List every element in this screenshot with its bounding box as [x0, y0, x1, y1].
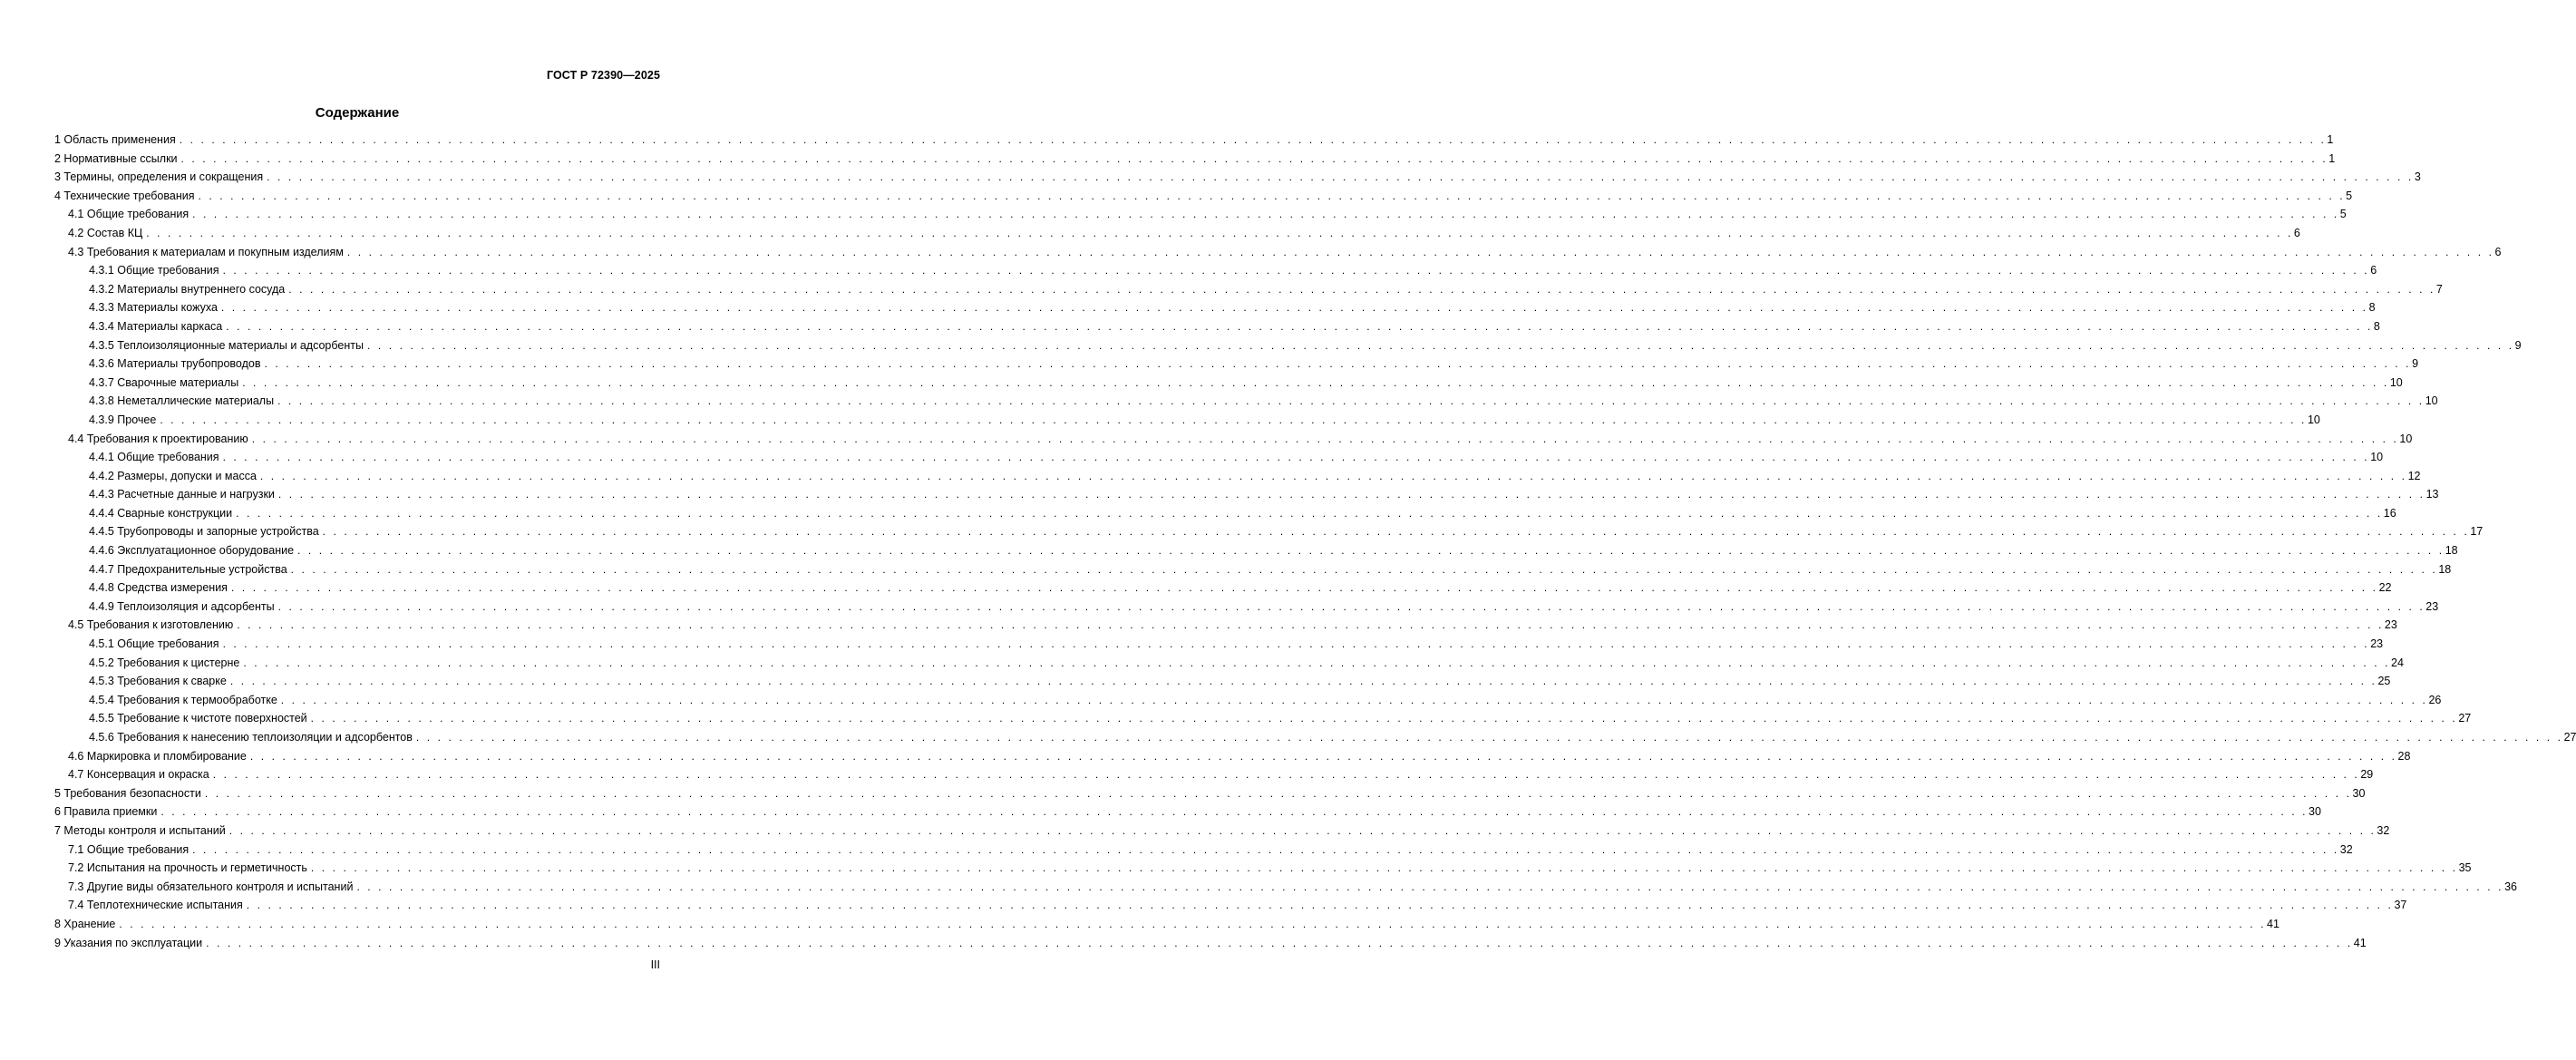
toc-entry[interactable]	[54, 691, 2442, 710]
toc-dot-leader: . . . . . . . . . . . . . . . . . . . . . . . . . . . . . . . . . . . . . . . . . . . . . . . . . . . . . . . . . . . . . . . . . . . . . . . . . . . . . . . . . . . . . . . . . . . . . . . . . . . . . . . . . . . . . . . . . . . . . . . . . . . . . . . . . . . . . . . . . . . . . . . . . . . . . . . . . . . . . . . . . . . . . . . . . . . . . . . . . . . . . . . . . . . . . . . . . . . . . . . .	[226, 319, 2373, 333]
toc-entry-label: 4.3.6 Материалы трубопроводов	[89, 357, 261, 371]
toc-entry-page: 41	[2267, 917, 2280, 930]
toc-entry-page: 12	[2407, 469, 2421, 482]
toc-dot-leader: . . . . . . . . . . . . . . . . . . . . . . . . . . . . . . . . . . . . . . . . . . . . . . . . . . . . . . . . . . . . . . . . . . . . . . . . . . . . . . . . . . . . . . . . . . . . . . . . . . . . . . . . . . . . . . . . . . . . . . . . . . . . . . . . . . . . . . . . . . . . . . . . . . . . . . . . . . . . . . . . . . . . . . . . . . . . . . . . . . . . . . . . . . . . . . . . . . . . . . . .	[220, 301, 2368, 315]
toc-entry[interactable]	[54, 243, 2502, 262]
toc-dot-leader: . . . . . . . . . . . . . . . . . . . . . . . . . . . . . . . . . . . . . . . . . . . . . . . . . . . . . . . . . . . . . . . . . . . . . . . . . . . . . . . . . . . . . . . . . . . . . . . . . . . . . . . . . . . . . . . . . . . . . . . . . . . . . . . . . . . . . . . . . . . . . . . . . . . . . . . . . . . . . . . . . . . . . . . . . . . . . . . . . . . . . . . . . . . . . . . . . . . . . . . .	[277, 394, 2425, 408]
toc-dot-leader: . . . . . . . . . . . . . . . . . . . . . . . . . . . . . . . . . . . . . . . . . . . . . . . . . . . . . . . . . . . . . . . . . . . . . . . . . . . . . . . . . . . . . . . . . . . . . . . . . . . . . . . . . . . . . . . . . . . . . . . . . . . . . . . . . . . . . . . . . . . . . . . . . . . . . . . . . . . . . . . . . . . . . . . . . . . . . . . . . . . . . . . . . . . . . . . . . . . . . . . .	[243, 656, 2390, 669]
toc-dot-leader: . . . . . . . . . . . . . . . . . . . . . . . . . . . . . . . . . . . . . . . . . . . . . . . . . . . . . . . . . . . . . . . . . . . . . . . . . . . . . . . . . . . . . . . . . . . . . . . . . . . . . . . . . . . . . . . . . . . . . . . . . . . . . . . . . . . . . . . . . . . . . . . . . . . . . . . . . . . . . . . . . . . . . . . . . . . . . . . . . . . . . . . . . . . . . . . . . . . . . . . .	[198, 189, 2346, 202]
toc-entry-page: 36	[2504, 880, 2517, 893]
toc-entry-page: 25	[2377, 675, 2391, 688]
toc-entry[interactable]	[54, 747, 2411, 766]
toc-entry-page: 23	[2370, 637, 2384, 651]
toc-entry-label: 4.7 Консервация и окраска	[68, 768, 209, 782]
toc-dot-leader: . . . . . . . . . . . . . . . . . . . . . . . . . . . . . . . . . . . . . . . . . . . . . . . . . . . . . . . . . . . . . . . . . . . . . . . . . . . . . . . . . . . . . . . . . . . . . . . . . . . . . . . . . . . . . . . . . . . . . . . . . . . . . . . . . . . . . . . . . . . . . . . . . . . . . . . . . . . . . . . . . . . . . . . . . . . . . . . . . . . . . . . . . . . . . . . . . . . . . . . .	[259, 469, 2407, 482]
toc-entry[interactable]	[54, 841, 2353, 860]
toc-entry[interactable]	[54, 579, 2392, 598]
toc-dot-leader: . . . . . . . . . . . . . . . . . . . . . . . . . . . . . . . . . . . . . . . . . . . . . . . . . . . . . . . . . . . . . . . . . . . . . . . . . . . . . . . . . . . . . . . . . . . . . . . . . . . . . . . . . . . . . . . . . . . . . . . . . . . . . . . . . . . . . . . . . . . . . . . . . . . . . . . . . . . . . . . . . . . . . . . . . . . . . . . . . . . . . . . . . . . . . . . . . . . . . . . .	[204, 786, 2352, 800]
toc-entry-page: 17	[2470, 525, 2484, 539]
toc-entry-label: 4.4.7 Предохранительные устройства	[89, 562, 287, 576]
toc-entry-page: 22	[2378, 581, 2392, 595]
toc-dot-leader: . . . . . . . . . . . . . . . . . . . . . . . . . . . . . . . . . . . . . . . . . . . . . . . . . . . . . . . . . . . . . . . . . . . . . . . . . . . . . . . . . . . . . . . . . . . . . . . . . . . . . . . . . . . . . . . . . . . . . . . . . . . . . . . . . . . . . . . . . . . . . . . . . . . . . . . . . . . . . . . . . . . . . . . . . . . . . . . . . . . . . . . . . . . . . . . . . . . . . . . .	[222, 637, 2370, 651]
toc-entry-page: 13	[2425, 488, 2439, 501]
toc-entry[interactable]	[54, 411, 2320, 430]
toc-entry[interactable]	[54, 467, 2421, 486]
toc-dot-leader: . . . . . . . . . . . . . . . . . . . . . . . . . . . . . . . . . . . . . . . . . . . . . . . . . . . . . . . . . . . . . . . . . . . . . . . . . . . . . . . . . . . . . . . . . . . . . . . . . . . . . . . . . . . . . . . . . . . . . . . . . . . . . . . . . . . . . . . . . . . . . . . . . . . . . . . . . . . . . . . . . . . . . . . . . . . . . . . . . . . . . . . . . . . . . . . . . . . . . . . .	[192, 208, 2339, 221]
toc-entry-label: 4.5.3 Требования к сварке	[89, 675, 227, 688]
toc-dot-leader: . . . . . . . . . . . . . . . . . . . . . . . . . . . . . . . . . . . . . . . . . . . . . . . . . . . . . . . . . . . . . . . . . . . . . . . . . . . . . . . . . . . . . . . . . . . . . . . . . . . . . . . . . . . . . . . . . . . . . . . . . . . . . . . . . . . . . . . . . . . . . . . . . . . . . . . . . . . . . . . . . . . . . . . . . . . . . . . . . . . . . . . . . . . . . . . . . . . . . . . .	[290, 562, 2438, 576]
toc-entry-label: 4.4 Требования к проектированию	[68, 432, 248, 445]
toc-dot-leader: . . . . . . . . . . . . . . . . . . . . . . . . . . . . . . . . . . . . . . . . . . . . . . . . . . . . . . . . . . . . . . . . . . . . . . . . . . . . . . . . . . . . . . . . . . . . . . . . . . . . . . . . . . . . . . . . . . . . . . . . . . . . . . . . . . . . . . . . . . . . . . . . . . . . . . . . . . . . . . . . . . . . . . . . . . . . . . . . . . . . . . . . . . . . . . . . . . . . . . . .	[192, 842, 2339, 856]
toc-entry-page: 10	[2389, 375, 2403, 389]
toc-entry-page: 23	[2384, 618, 2397, 632]
toc-dot-leader: . . . . . . . . . . . . . . . . . . . . . . . . . . . . . . . . . . . . . . . . . . . . . . . . . . . . . . . . . . . . . . . . . . . . . . . . . . . . . . . . . . . . . . . . . . . . . . . . . . . . . . . . . . . . . . . . . . . . . . . . . . . . . . . . . . . . . . . . . . . . . . . . . . . . . . . . . . . . . . . . . . . . . . . . . . . . . . . . . . . . . . . . . . . . . . . . . . . . . . . .	[415, 731, 2563, 744]
toc-entry[interactable]	[54, 168, 2421, 187]
toc-entry-page: 7	[2435, 282, 2443, 296]
toc-entry-label: 5 Требования безопасности	[54, 786, 201, 800]
toc-dot-leader: . . . . . . . . . . . . . . . . . . . . . . . . . . . . . . . . . . . . . . . . . . . . . . . . . . . . . . . . . . . . . . . . . . . . . . . . . . . . . . . . . . . . . . . . . . . . . . . . . . . . . . . . . . . . . . . . . . . . . . . . . . . . . . . . . . . . . . . . . . . . . . . . . . . . . . . . . . . . . . . . . . . . . . . . . . . . . . . . . . . . . . . . . . . . . . . . . . . . . . . .	[222, 451, 2370, 464]
toc-entry[interactable]	[54, 635, 2384, 654]
toc-entry-page: 24	[2391, 656, 2404, 669]
toc-entry-page: 10	[2307, 413, 2320, 426]
toc-dot-leader: . . . . . . . . . . . . . . . . . . . . . . . . . . . . . . . . . . . . . . . . . . . . . . . . . . . . . . . . . . . . . . . . . . . . . . . . . . . . . . . . . . . . . . . . . . . . . . . . . . . . . . . . . . . . . . . . . . . . . . . . . . . . . . . . . . . . . . . . . . . . . . . . . . . . . . . . . . . . . . . . . . . . . . . . . . . . . . . . . . . . . . . . . . . . . . . . . . . . . . . .	[229, 675, 2377, 688]
toc-entry-label: 7.4 Теплотехнические испытания	[68, 899, 243, 912]
toc-entry-label: 8 Хранение	[54, 917, 116, 930]
toc-entry-label: 4.5.4 Требования к термообработке	[89, 693, 277, 706]
toc-entry[interactable]	[54, 784, 2366, 803]
toc-entry-label: 4.5.5 Требование к чистоте поверхностей	[89, 712, 307, 725]
toc-entry-page: 9	[2514, 338, 2522, 352]
toc-entry[interactable]	[54, 504, 2396, 523]
toc-entry-label: 4.5.6 Требования к нанесению теплоизоляции и адсорбентов	[89, 731, 413, 744]
toc-entry-label: 4.4.8 Средства измерения	[89, 581, 228, 595]
toc-entry[interactable]	[54, 802, 2321, 822]
toc-dot-leader: . . . . . . . . . . . . . . . . . . . . . . . . . . . . . . . . . . . . . . . . . . . . . . . . . . . . . . . . . . . . . . . . . . . . . . . . . . . . . . . . . . . . . . . . . . . . . . . . . . . . . . . . . . . . . . . . . . . . . . . . . . . . . . . . . . . . . . . . . . . . . . . . . . . . . . . . . . . . . . . . . . . . . . . . . . . . . . . . . . . . . . . . . . . . . . . . . . . . . . . .	[267, 170, 2414, 184]
page-number: III	[650, 958, 660, 971]
toc-entry-page: 35	[2458, 861, 2472, 875]
toc-entry-page: 10	[2425, 394, 2438, 408]
toc-dot-leader: . . . . . . . . . . . . . . . . . . . . . . . . . . . . . . . . . . . . . . . . . . . . . . . . . . . . . . . . . . . . . . . . . . . . . . . . . . . . . . . . . . . . . . . . . . . . . . . . . . . . . . . . . . . . . . . . . . . . . . . . . . . . . . . . . . . . . . . . . . . . . . . . . . . . . . . . . . . . . . . . . . . . . . . . . . . . . . . . . . . . . . . . . . . . . . . . . . . . . . . .	[237, 618, 2384, 632]
toc-entry[interactable]	[54, 934, 2367, 953]
toc-entry-page: 30	[2309, 805, 2321, 819]
toc-title: Содержание	[315, 105, 400, 121]
toc-dot-leader: . . . . . . . . . . . . . . . . . . . . . . . . . . . . . . . . . . . . . . . . . . . . . . . . . . . . . . . . . . . . . . . . . . . . . . . . . . . . . . . . . . . . . . . . . . . . . . . . . . . . . . . . . . . . . . . . . . . . . . . . . . . . . . . . . . . . . . . . . . . . . . . . . . . . . . . . . . . . . . . . . . . . . . . . . . . . . . . . . . . . . . . . . . . . . . . . . . . . . . . .	[206, 936, 2353, 949]
toc-entry[interactable]	[54, 336, 2522, 355]
toc-entry[interactable]	[54, 859, 2472, 878]
toc-entry-page: 9	[2412, 357, 2419, 371]
toc-entry[interactable]	[54, 541, 2458, 560]
toc-entry-page: 5	[2346, 189, 2353, 202]
toc-entry[interactable]	[54, 392, 2438, 411]
toc-entry-label: 4.3.8 Неметаллические материалы	[89, 394, 275, 408]
toc-entry-label: 7.2 Испытания на прочность и герметичность	[68, 861, 307, 875]
toc-entry-page: 41	[2353, 936, 2367, 949]
toc-dot-leader: . . . . . . . . . . . . . . . . . . . . . . . . . . . . . . . . . . . . . . . . . . . . . . . . . . . . . . . . . . . . . . . . . . . . . . . . . . . . . . . . . . . . . . . . . . . . . . . . . . . . . . . . . . . . . . . . . . . . . . . . . . . . . . . . . . . . . . . . . . . . . . . . . . . . . . . . . . . . . . . . . . . . . . . . . . . . . . . . . . . . . . . . . . . . . . . . . . . . . . . .	[242, 375, 2389, 389]
toc-entry[interactable]	[54, 224, 2300, 243]
toc-dot-leader: . . . . . . . . . . . . . . . . . . . . . . . . . . . . . . . . . . . . . . . . . . . . . . . . . . . . . . . . . . . . . . . . . . . . . . . . . . . . . . . . . . . . . . . . . . . . . . . . . . . . . . . . . . . . . . . . . . . . . . . . . . . . . . . . . . . . . . . . . . . . . . . . . . . . . . . . . . . . . . . . . . . . . . . . . . . . . . . . . . . . . . . . . . . . . . . . . . . . . . . .	[222, 264, 2370, 277]
toc-entry[interactable]	[54, 728, 2576, 747]
toc-entry[interactable]	[54, 896, 2407, 915]
toc-entry-page: 6	[2293, 226, 2300, 239]
toc-entry-label: 4.2 Состав КЦ	[68, 226, 143, 239]
toc-entry-label: 7.3 Другие виды обязательного контроля и испытаний	[68, 880, 354, 893]
table-of-contents	[54, 131, 2576, 952]
toc-entry-label: 4.4.1 Общие требования	[89, 451, 219, 464]
toc-entry-label: 4.3.7 Сварочные материалы	[89, 375, 239, 389]
toc-dot-leader: . . . . . . . . . . . . . . . . . . . . . . . . . . . . . . . . . . . . . . . . . . . . . . . . . . . . . . . . . . . . . . . . . . . . . . . . . . . . . . . . . . . . . . . . . . . . . . . . . . . . . . . . . . . . . . . . . . . . . . . . . . . . . . . . . . . . . . . . . . . . . . . . . . . . . . . . . . . . . . . . . . . . . . . . . . . . . . . . . . . . . . . . . . . . . . . . . . . . . . . .	[322, 525, 2470, 539]
toc-dot-leader: . . . . . . . . . . . . . . . . . . . . . . . . . . . . . . . . . . . . . . . . . . . . . . . . . . . . . . . . . . . . . . . . . . . . . . . . . . . . . . . . . . . . . . . . . . . . . . . . . . . . . . . . . . . . . . . . . . . . . . . . . . . . . . . . . . . . . . . . . . . . . . . . . . . . . . . . . . . . . . . . . . . . . . . . . . . . . . . . . . . . . . . . . . . . . . . . . . . . . . . .	[236, 506, 2383, 520]
toc-entry-page: 18	[2445, 544, 2458, 558]
toc-entry[interactable]	[54, 709, 2472, 728]
toc-entry-page: 28	[2397, 749, 2411, 763]
toc-entry[interactable]	[54, 280, 2443, 299]
toc-entry-page: 30	[2352, 786, 2366, 800]
toc-entry[interactable]	[54, 915, 2280, 934]
toc-entry-label: 7 Методы контроля и испытаний	[54, 823, 226, 837]
toc-dot-leader: . . . . . . . . . . . . . . . . . . . . . . . . . . . . . . . . . . . . . . . . . . . . . . . . . . . . . . . . . . . . . . . . . . . . . . . . . . . . . . . . . . . . . . . . . . . . . . . . . . . . . . . . . . . . . . . . . . . . . . . . . . . . . . . . . . . . . . . . . . . . . . . . . . . . . . . . . . . . . . . . . . . . . . . . . . . . . . . . . . . . . . . . . . . . . . . . . . . . . . . .	[310, 861, 2458, 875]
toc-dot-leader: . . . . . . . . . . . . . . . . . . . . . . . . . . . . . . . . . . . . . . . . . . . . . . . . . . . . . . . . . . . . . . . . . . . . . . . . . . . . . . . . . . . . . . . . . . . . . . . . . . . . . . . . . . . . . . . . . . . . . . . . . . . . . . . . . . . . . . . . . . . . . . . . . . . . . . . . . . . . . . . . . . . . . . . . . . . . . . . . . . . . . . . . . . . . . . . . . . . . . . . .	[212, 768, 2360, 782]
toc-dot-leader: . . . . . . . . . . . . . . . . . . . . . . . . . . . . . . . . . . . . . . . . . . . . . . . . . . . . . . . . . . . . . . . . . . . . . . . . . . . . . . . . . . . . . . . . . . . . . . . . . . . . . . . . . . . . . . . . . . . . . . . . . . . . . . . . . . . . . . . . . . . . . . . . . . . . . . . . . . . . . . . . . . . . . . . . . . . . . . . . . . . . . . . . . . . . . . . . . . . . . . . .	[346, 245, 2494, 258]
toc-entry[interactable]	[54, 560, 2452, 579]
toc-entry-label: 4.3.9 Прочее	[89, 413, 157, 426]
toc-entry[interactable]	[54, 485, 2439, 504]
toc-entry-label: 4.3.4 Материалы каркаса	[89, 319, 223, 333]
toc-entry-label: 4.5 Требования к изготовлению	[68, 618, 234, 632]
toc-entry-label: 4.3.1 Общие требования	[89, 264, 219, 277]
toc-entry[interactable]	[54, 150, 2336, 169]
toc-entry-page: 37	[2394, 899, 2407, 912]
toc-entry[interactable]	[54, 598, 2439, 617]
toc-entry[interactable]	[54, 616, 2397, 635]
toc-entry-label: 4.4.2 Размеры, допуски и масса	[89, 469, 257, 482]
toc-entry-label: 9 Указания по эксплуатации	[54, 936, 203, 949]
toc-entry-label: 4.3.5 Теплоизоляционные материалы и адсорбенты	[89, 338, 364, 352]
toc-entry[interactable]	[54, 765, 2374, 784]
toc-entry-label: 4.5.1 Общие требования	[89, 637, 219, 651]
toc-entry[interactable]	[54, 878, 2517, 897]
toc-entry-label: 4.6 Маркировка и пломбирование	[68, 749, 247, 763]
toc-entry[interactable]	[54, 317, 2380, 336]
toc-dot-leader: . . . . . . . . . . . . . . . . . . . . . . . . . . . . . . . . . . . . . . . . . . . . . . . . . . . . . . . . . . . . . . . . . . . . . . . . . . . . . . . . . . . . . . . . . . . . . . . . . . . . . . . . . . . . . . . . . . . . . . . . . . . . . . . . . . . . . . . . . . . . . . . . . . . . . . . . . . . . . . . . . . . . . . . . . . . . . . . . . . . . . . . . . . . . . . . . . . . . . . . .	[179, 133, 2327, 146]
toc-dot-leader: . . . . . . . . . . . . . . . . . . . . . . . . . . . . . . . . . . . . . . . . . . . . . . . . . . . . . . . . . . . . . . . . . . . . . . . . . . . . . . . . . . . . . . . . . . . . . . . . . . . . . . . . . . . . . . . . . . . . . . . . . . . . . . . . . . . . . . . . . . . . . . . . . . . . . . . . . . . . . . . . . . . . . . . . . . . . . . . . . . . . . . . . . . . . . . . . . . . . . . . .	[251, 432, 2399, 445]
toc-entry-page: 10	[2370, 451, 2384, 464]
toc-entry-page: 1	[2328, 151, 2336, 165]
standard-code: ГОСТ Р 72390—2025	[546, 69, 660, 82]
toc-entry-label: 4.4.5 Трубопроводы и запорные устройства	[89, 525, 319, 539]
toc-entry-page: 32	[2339, 842, 2353, 856]
toc-dot-leader: . . . . . . . . . . . . . . . . . . . . . . . . . . . . . . . . . . . . . . . . . . . . . . . . . . . . . . . . . . . . . . . . . . . . . . . . . . . . . . . . . . . . . . . . . . . . . . . . . . . . . . . . . . . . . . . . . . . . . . . . . . . . . . . . . . . . . . . . . . . . . . . . . . . . . . . . . . . . . . . . . . . . . . . . . . . . . . . . . . . . . . . . . . . . . . . . . . . . . . . .	[160, 805, 2309, 819]
toc-entry-label: 4.5.2 Требования к цистерне	[89, 656, 240, 669]
toc-dot-leader: . . . . . . . . . . . . . . . . . . . . . . . . . . . . . . . . . . . . . . . . . . . . . . . . . . . . . . . . . . . . . . . . . . . . . . . . . . . . . . . . . . . . . . . . . . . . . . . . . . . . . . . . . . . . . . . . . . . . . . . . . . . . . . . . . . . . . . . . . . . . . . . . . . . . . . . . . . . . . . . . . . . . . . . . . . . . . . . . . . . . . . . . . . . . . . . . . . . . . . . .	[288, 282, 2435, 296]
toc-entry-page: 8	[2368, 301, 2376, 315]
toc-entry-label: 7.1 Общие требования	[68, 842, 190, 856]
toc-entry-page: 6	[2370, 264, 2377, 277]
toc-entry-label: 4 Технические требования	[54, 189, 195, 202]
toc-dot-leader: . . . . . . . . . . . . . . . . . . . . . . . . . . . . . . . . . . . . . . . . . . . . . . . . . . . . . . . . . . . . . . . . . . . . . . . . . . . . . . . . . . . . . . . . . . . . . . . . . . . . . . . . . . . . . . . . . . . . . . . . . . . . . . . . . . . . . . . . . . . . . . . . . . . . . . . . . . . . . . . . . . . . . . . . . . . . . . . . . . . . . . . . . . . . . . . . . . . . . . . .	[356, 880, 2504, 893]
toc-entry[interactable]	[54, 355, 2419, 374]
toc-dot-leader: . . . . . . . . . . . . . . . . . . . . . . . . . . . . . . . . . . . . . . . . . . . . . . . . . . . . . . . . . . . . . . . . . . . . . . . . . . . . . . . . . . . . . . . . . . . . . . . . . . . . . . . . . . . . . . . . . . . . . . . . . . . . . . . . . . . . . . . . . . . . . . . . . . . . . . . . . . . . . . . . . . . . . . . . . . . . . . . . . . . . . . . . . . . . . . . . . . . . . . . .	[310, 712, 2458, 725]
toc-entry-page: 5	[2339, 208, 2347, 221]
toc-dot-leader: . . . . . . . . . . . . . . . . . . . . . . . . . . . . . . . . . . . . . . . . . . . . . . . . . . . . . . . . . . . . . . . . . . . . . . . . . . . . . . . . . . . . . . . . . . . . . . . . . . . . . . . . . . . . . . . . . . . . . . . . . . . . . . . . . . . . . . . . . . . . . . . . . . . . . . . . . . . . . . . . . . . . . . . . . . . . . . . . . . . . . . . . . . . . . . . . . . . . . . . .	[277, 488, 2425, 501]
toc-entry-label: 4.3.2 Материалы внутреннего сосуда	[89, 282, 286, 296]
toc-entry-page: 29	[2360, 768, 2374, 782]
toc-entry-label: 1 Область применения	[54, 133, 176, 146]
toc-entry-page: 27	[2458, 712, 2472, 725]
toc-entry[interactable]	[54, 430, 2413, 449]
toc-entry-label: 4.3 Требования к материалам и покупным изделиям	[68, 245, 344, 258]
toc-entry[interactable]	[54, 187, 2353, 206]
toc-entry-label: 4.4.4 Сварные конструкции	[89, 506, 233, 520]
toc-dot-leader: . . . . . . . . . . . . . . . . . . . . . . . . . . . . . . . . . . . . . . . . . . . . . . . . . . . . . . . . . . . . . . . . . . . . . . . . . . . . . . . . . . . . . . . . . . . . . . . . . . . . . . . . . . . . . . . . . . . . . . . . . . . . . . . . . . . . . . . . . . . . . . . . . . . . . . . . . . . . . . . . . . . . . . . . . . . . . . . . . . . . . . . . . . . . . . . . . . . . . . . .	[264, 357, 2412, 371]
toc-entry-page: 32	[2377, 823, 2390, 837]
toc-dot-leader: . . . . . . . . . . . . . . . . . . . . . . . . . . . . . . . . . . . . . . . . . . . . . . . . . . . . . . . . . . . . . . . . . . . . . . . . . . . . . . . . . . . . . . . . . . . . . . . . . . . . . . . . . . . . . . . . . . . . . . . . . . . . . . . . . . . . . . . . . . . . . . . . . . . . . . . . . . . . . . . . . . . . . . . . . . . . . . . . . . . . . . . . . . . . . . . . . . . . . . . .	[280, 693, 2428, 706]
toc-entry-label: 4.1 Общие требования	[68, 208, 190, 221]
toc-dot-leader: . . . . . . . . . . . . . . . . . . . . . . . . . . . . . . . . . . . . . . . . . . . . . . . . . . . . . . . . . . . . . . . . . . . . . . . . . . . . . . . . . . . . . . . . . . . . . . . . . . . . . . . . . . . . . . . . . . . . . . . . . . . . . . . . . . . . . . . . . . . . . . . . . . . . . . . . . . . . . . . . . . . . . . . . . . . . . . . . . . . . . . . . . . . . . . . . . . . . . . . .	[366, 338, 2514, 352]
toc-entry-page: 23	[2425, 599, 2439, 613]
toc-dot-leader: . . . . . . . . . . . . . . . . . . . . . . . . . . . . . . . . . . . . . . . . . . . . . . . . . . . . . . . . . . . . . . . . . . . . . . . . . . . . . . . . . . . . . . . . . . . . . . . . . . . . . . . . . . . . . . . . . . . . . . . . . . . . . . . . . . . . . . . . . . . . . . . . . . . . . . . . . . . . . . . . . . . . . . . . . . . . . . . . . . . . . . . . . . . . . . . . . . . . . . . .	[146, 226, 2293, 239]
toc-dot-leader: . . . . . . . . . . . . . . . . . . . . . . . . . . . . . . . . . . . . . . . . . . . . . . . . . . . . . . . . . . . . . . . . . . . . . . . . . . . . . . . . . . . . . . . . . . . . . . . . . . . . . . . . . . . . . . . . . . . . . . . . . . . . . . . . . . . . . . . . . . . . . . . . . . . . . . . . . . . . . . . . . . . . . . . . . . . . . . . . . . . . . . . . . . . . . . . . . . . . . . . .	[228, 823, 2377, 837]
toc-entry-page: 18	[2438, 562, 2452, 576]
toc-entry-page: 8	[2373, 319, 2380, 333]
toc-entry[interactable]	[54, 448, 2384, 467]
toc-dot-leader: . . . . . . . . . . . . . . . . . . . . . . . . . . . . . . . . . . . . . . . . . . . . . . . . . . . . . . . . . . . . . . . . . . . . . . . . . . . . . . . . . . . . . . . . . . . . . . . . . . . . . . . . . . . . . . . . . . . . . . . . . . . . . . . . . . . . . . . . . . . . . . . . . . . . . . . . . . . . . . . . . . . . . . . . . . . . . . . . . . . . . . . . . . . . . . . . . . . . . . . .	[246, 899, 2394, 912]
toc-entry[interactable]	[54, 131, 2334, 150]
toc-entry-page: 1	[2327, 133, 2334, 146]
toc-entry-page: 16	[2383, 506, 2396, 520]
toc-dot-leader: . . . . . . . . . . . . . . . . . . . . . . . . . . . . . . . . . . . . . . . . . . . . . . . . . . . . . . . . . . . . . . . . . . . . . . . . . . . . . . . . . . . . . . . . . . . . . . . . . . . . . . . . . . . . . . . . . . . . . . . . . . . . . . . . . . . . . . . . . . . . . . . . . . . . . . . . . . . . . . . . . . . . . . . . . . . . . . . . . . . . . . . . . . . . . . . . . . . . . . . .	[160, 413, 2307, 426]
toc-entry[interactable]	[54, 374, 2403, 393]
toc-entry-label: 3 Термины, определения и сокращения	[54, 170, 264, 184]
toc-dot-leader: . . . . . . . . . . . . . . . . . . . . . . . . . . . . . . . . . . . . . . . . . . . . . . . . . . . . . . . . . . . . . . . . . . . . . . . . . . . . . . . . . . . . . . . . . . . . . . . . . . . . . . . . . . . . . . . . . . . . . . . . . . . . . . . . . . . . . . . . . . . . . . . . . . . . . . . . . . . . . . . . . . . . . . . . . . . . . . . . . . . . . . . . . . . . . . . . . . . . . . . .	[230, 581, 2378, 595]
toc-entry-label: 4.3.3 Материалы кожуха	[89, 301, 218, 315]
toc-entry-label: 2 Нормативные ссылки	[54, 151, 178, 165]
toc-dot-leader: . . . . . . . . . . . . . . . . . . . . . . . . . . . . . . . . . . . . . . . . . . . . . . . . . . . . . . . . . . . . . . . . . . . . . . . . . . . . . . . . . . . . . . . . . . . . . . . . . . . . . . . . . . . . . . . . . . . . . . . . . . . . . . . . . . . . . . . . . . . . . . . . . . . . . . . . . . . . . . . . . . . . . . . . . . . . . . . . . . . . . . . . . . . . . . . . . . . . . . . .	[119, 917, 2267, 930]
toc-entry-label: 4.4.3 Расчетные данные и нагрузки	[89, 488, 275, 501]
toc-dot-leader: . . . . . . . . . . . . . . . . . . . . . . . . . . . . . . . . . . . . . . . . . . . . . . . . . . . . . . . . . . . . . . . . . . . . . . . . . . . . . . . . . . . . . . . . . . . . . . . . . . . . . . . . . . . . . . . . . . . . . . . . . . . . . . . . . . . . . . . . . . . . . . . . . . . . . . . . . . . . . . . . . . . . . . . . . . . . . . . . . . . . . . . . . . . . . . . . . . . . . . . .	[277, 599, 2425, 613]
toc-entry[interactable]	[54, 298, 2376, 317]
toc-entry-page: 27	[2563, 731, 2576, 744]
toc-dot-leader: . . . . . . . . . . . . . . . . . . . . . . . . . . . . . . . . . . . . . . . . . . . . . . . . . . . . . . . . . . . . . . . . . . . . . . . . . . . . . . . . . . . . . . . . . . . . . . . . . . . . . . . . . . . . . . . . . . . . . . . . . . . . . . . . . . . . . . . . . . . . . . . . . . . . . . . . . . . . . . . . . . . . . . . . . . . . . . . . . . . . . . . . . . . . . . . . . . . . . . . .	[249, 749, 2397, 763]
toc-dot-leader: . . . . . . . . . . . . . . . . . . . . . . . . . . . . . . . . . . . . . . . . . . . . . . . . . . . . . . . . . . . . . . . . . . . . . . . . . . . . . . . . . . . . . . . . . . . . . . . . . . . . . . . . . . . . . . . . . . . . . . . . . . . . . . . . . . . . . . . . . . . . . . . . . . . . . . . . . . . . . . . . . . . . . . . . . . . . . . . . . . . . . . . . . . . . . . . . . . . . . . . .	[297, 544, 2445, 558]
toc-entry[interactable]	[54, 522, 2484, 541]
toc-entry-page: 6	[2494, 245, 2502, 258]
toc-entry-label: 4.4.9 Теплоизоляция и адсорбенты	[89, 599, 275, 613]
toc-entry-page: 26	[2428, 693, 2442, 706]
toc-entry[interactable]	[54, 672, 2391, 691]
toc-entry[interactable]	[54, 205, 2347, 224]
toc-entry[interactable]	[54, 822, 2390, 841]
toc-entry-label: 4.4.6 Эксплуатационное оборудование	[89, 544, 295, 558]
toc-entry-page: 10	[2399, 432, 2413, 445]
toc-dot-leader: . . . . . . . . . . . . . . . . . . . . . . . . . . . . . . . . . . . . . . . . . . . . . . . . . . . . . . . . . . . . . . . . . . . . . . . . . . . . . . . . . . . . . . . . . . . . . . . . . . . . . . . . . . . . . . . . . . . . . . . . . . . . . . . . . . . . . . . . . . . . . . . . . . . . . . . . . . . . . . . . . . . . . . . . . . . . . . . . . . . . . . . . . . . . . . . . . . . . . . . .	[180, 151, 2328, 165]
toc-entry[interactable]	[54, 261, 2377, 280]
toc-entry-label: 6 Правила приемки	[54, 805, 158, 819]
toc-entry[interactable]	[54, 654, 2404, 673]
toc-entry-page: 3	[2414, 170, 2421, 184]
